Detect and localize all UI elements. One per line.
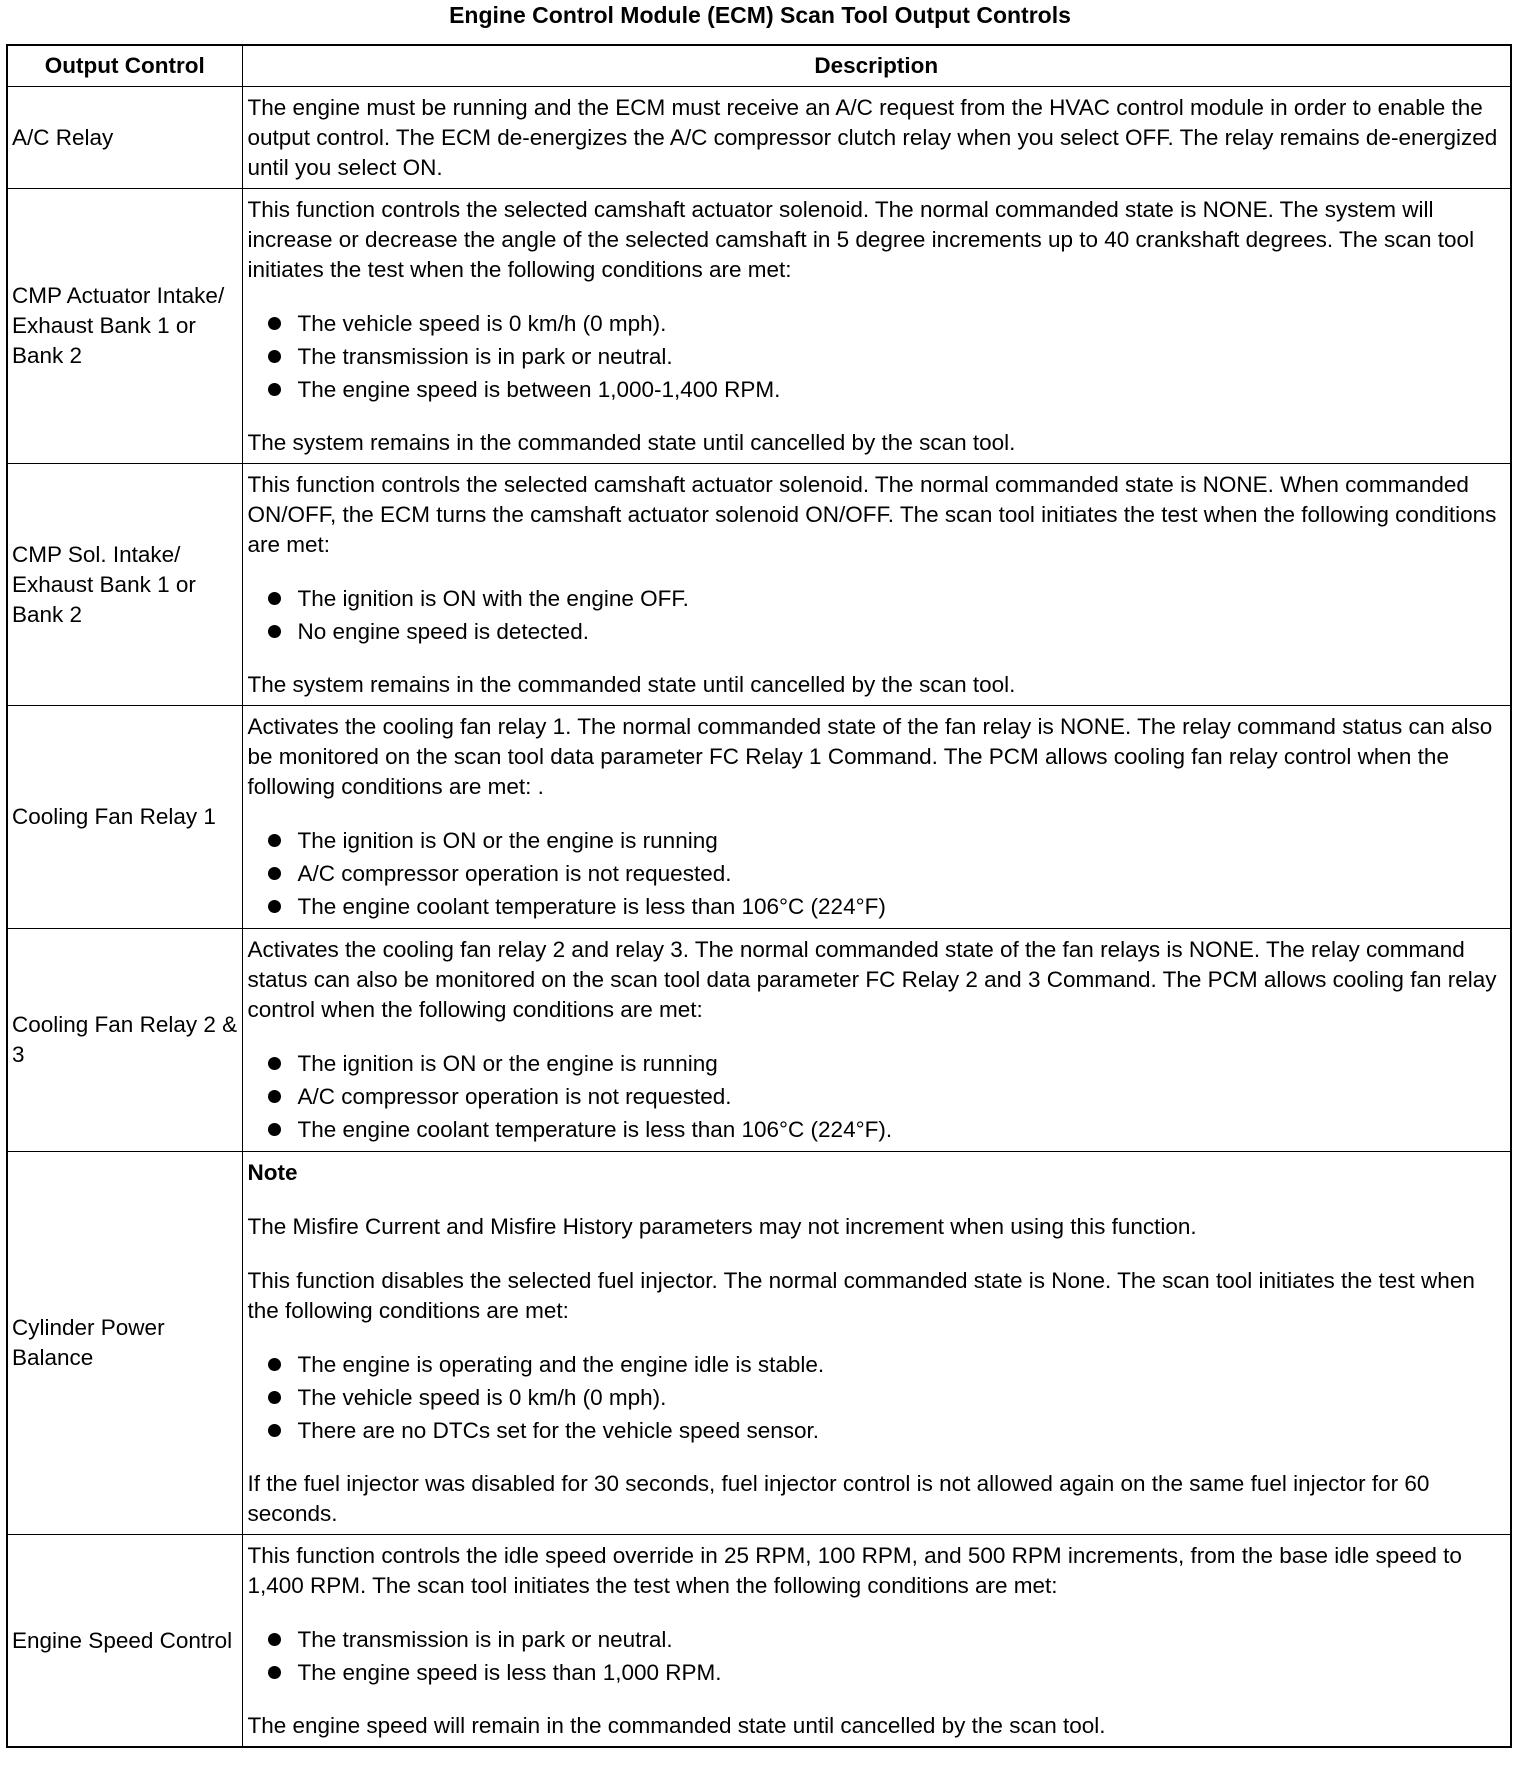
condition-item: The transmission is in park or neutral. <box>248 1623 1503 1656</box>
table-row <box>7 87 1511 189</box>
output-control-cell: CMP Sol. Intake/ Exhaust Bank 1 or Bank 2 <box>7 464 242 706</box>
description-paragraph: The engine must be running and the ECM must receive an A/C request from the HVAC control module in order to enable the output control. The ECM de-energizes the A/C compressor clutch relay when you select OFF. The relay remains de-energized until you select ON. <box>247 95 1498 180</box>
description-paragraph: If the fuel injector was disabled for 30 seconds, fuel injector control is not allowed again on the same fuel injector for 60 seconds. <box>247 1471 1430 1526</box>
condition-list <box>248 1623 1503 1689</box>
condition-list <box>248 1047 1503 1146</box>
output-control-cell: Cooling Fan Relay 2 & 3 <box>7 929 242 1152</box>
condition-list <box>248 1348 1503 1447</box>
table-row <box>7 1152 1511 1535</box>
description-paragraph: This function controls the idle speed override in 25 RPM, 100 RPM, and 500 RPM increments, from the base idle speed to 1,400 RPM. The scan tool initiates the test when the following conditions are met: <box>247 1543 1462 1598</box>
description-cell <box>242 1152 1511 1535</box>
table-header-row <box>7 45 1511 87</box>
description-paragraph: Activates the cooling fan relay 1. The normal commanded state of the fan relay is NONE. The relay command status can also be monitored on the scan tool data parameter FC Relay 1 Command. The PCM allows cooling fan relay control when the following conditions are met: . <box>247 714 1493 799</box>
condition-item: The engine speed is less than 1,000 RPM. <box>248 1656 1503 1689</box>
table-row <box>7 1535 1511 1748</box>
condition-item: No engine speed is detected. <box>248 615 1503 648</box>
table-row <box>7 706 1511 929</box>
condition-item: The engine speed is between 1,000-1,400 RPM. <box>248 373 1503 406</box>
description-paragraph: The system remains in the commanded state until cancelled by the scan tool. <box>247 430 1016 455</box>
output-control-cell: Engine Speed Control <box>7 1535 242 1748</box>
table-row <box>7 189 1511 464</box>
table-row <box>7 464 1511 706</box>
condition-item: The vehicle speed is 0 km/h (0 mph). <box>248 1381 1503 1414</box>
note-label: Note <box>247 1160 298 1185</box>
output-controls-table <box>6 44 1512 1748</box>
description-cell <box>242 1535 1511 1748</box>
description-cell <box>242 189 1511 464</box>
description-paragraph: Activates the cooling fan relay 2 and relay 3. The normal commanded state of the fan relays is NONE. The relay command status can also be monitored on the scan tool data parameter FC Relay 2 and 3 Command. The PCM allows cooling fan relay control when the following conditions are met: <box>247 937 1497 1022</box>
condition-item: The engine is operating and the engine idle is stable. <box>248 1348 1503 1381</box>
condition-list <box>248 582 1503 648</box>
description-paragraph: The system remains in the commanded state until cancelled by the scan tool. <box>247 672 1016 697</box>
table-row <box>7 929 1511 1152</box>
description-paragraph: This function controls the selected camshaft actuator solenoid. The normal commanded state is NONE. The system will increase or decrease the angle of the selected camshaft in 5 degree increments up to 40 crankshaft degrees. The scan tool initiates the test when the following conditions are met: <box>247 197 1475 282</box>
description-cell <box>242 929 1511 1152</box>
description-cell <box>242 87 1511 189</box>
output-control-cell: Cooling Fan Relay 1 <box>7 706 242 929</box>
condition-item: The ignition is ON with the engine OFF. <box>248 582 1503 615</box>
description-paragraph: The engine speed will remain in the commanded state until cancelled by the scan tool. <box>247 1713 1106 1738</box>
description-cell <box>242 464 1511 706</box>
column-header-output-control: Output Control <box>7 45 242 87</box>
column-header-description: Description <box>242 45 1511 87</box>
condition-item: The transmission is in park or neutral. <box>248 340 1503 373</box>
condition-item: The ignition is ON or the engine is running <box>248 1047 1503 1080</box>
output-control-cell: A/C Relay <box>7 87 242 189</box>
condition-item: There are no DTCs set for the vehicle speed sensor. <box>248 1414 1503 1447</box>
description-cell <box>242 706 1511 929</box>
description-paragraph: The Misfire Current and Misfire History parameters may not increment when using this function. <box>247 1214 1197 1239</box>
description-paragraph: This function disables the selected fuel injector. The normal commanded state is None. The scan tool initiates the test when the following conditions are met: <box>247 1268 1475 1323</box>
condition-item: The vehicle speed is 0 km/h (0 mph). <box>248 307 1503 340</box>
condition-item: The engine coolant temperature is less than 106°C (224°F). <box>248 1113 1503 1146</box>
condition-item: A/C compressor operation is not requested. <box>248 857 1503 890</box>
output-control-cell: Cylinder Power Balance <box>7 1152 242 1535</box>
condition-list <box>248 307 1503 406</box>
condition-item: A/C compressor operation is not requested. <box>248 1080 1503 1113</box>
output-control-cell: CMP Actuator Intake/ Exhaust Bank 1 or Bank 2 <box>7 189 242 464</box>
condition-item: The engine coolant temperature is less than 106°C (224°F) <box>248 890 1503 923</box>
condition-item: The ignition is ON or the engine is running <box>248 824 1503 857</box>
table-body <box>7 87 1511 1748</box>
condition-list <box>248 824 1503 923</box>
description-paragraph: This function controls the selected camshaft actuator solenoid. The normal commanded state is NONE. When commanded ON/OFF, the ECM turns the camshaft actuator solenoid ON/OFF. The scan tool initiates the test when the following conditions are met: <box>247 472 1497 557</box>
page-title: Engine Control Module (ECM) Scan Tool Output Controls <box>449 2 1071 28</box>
